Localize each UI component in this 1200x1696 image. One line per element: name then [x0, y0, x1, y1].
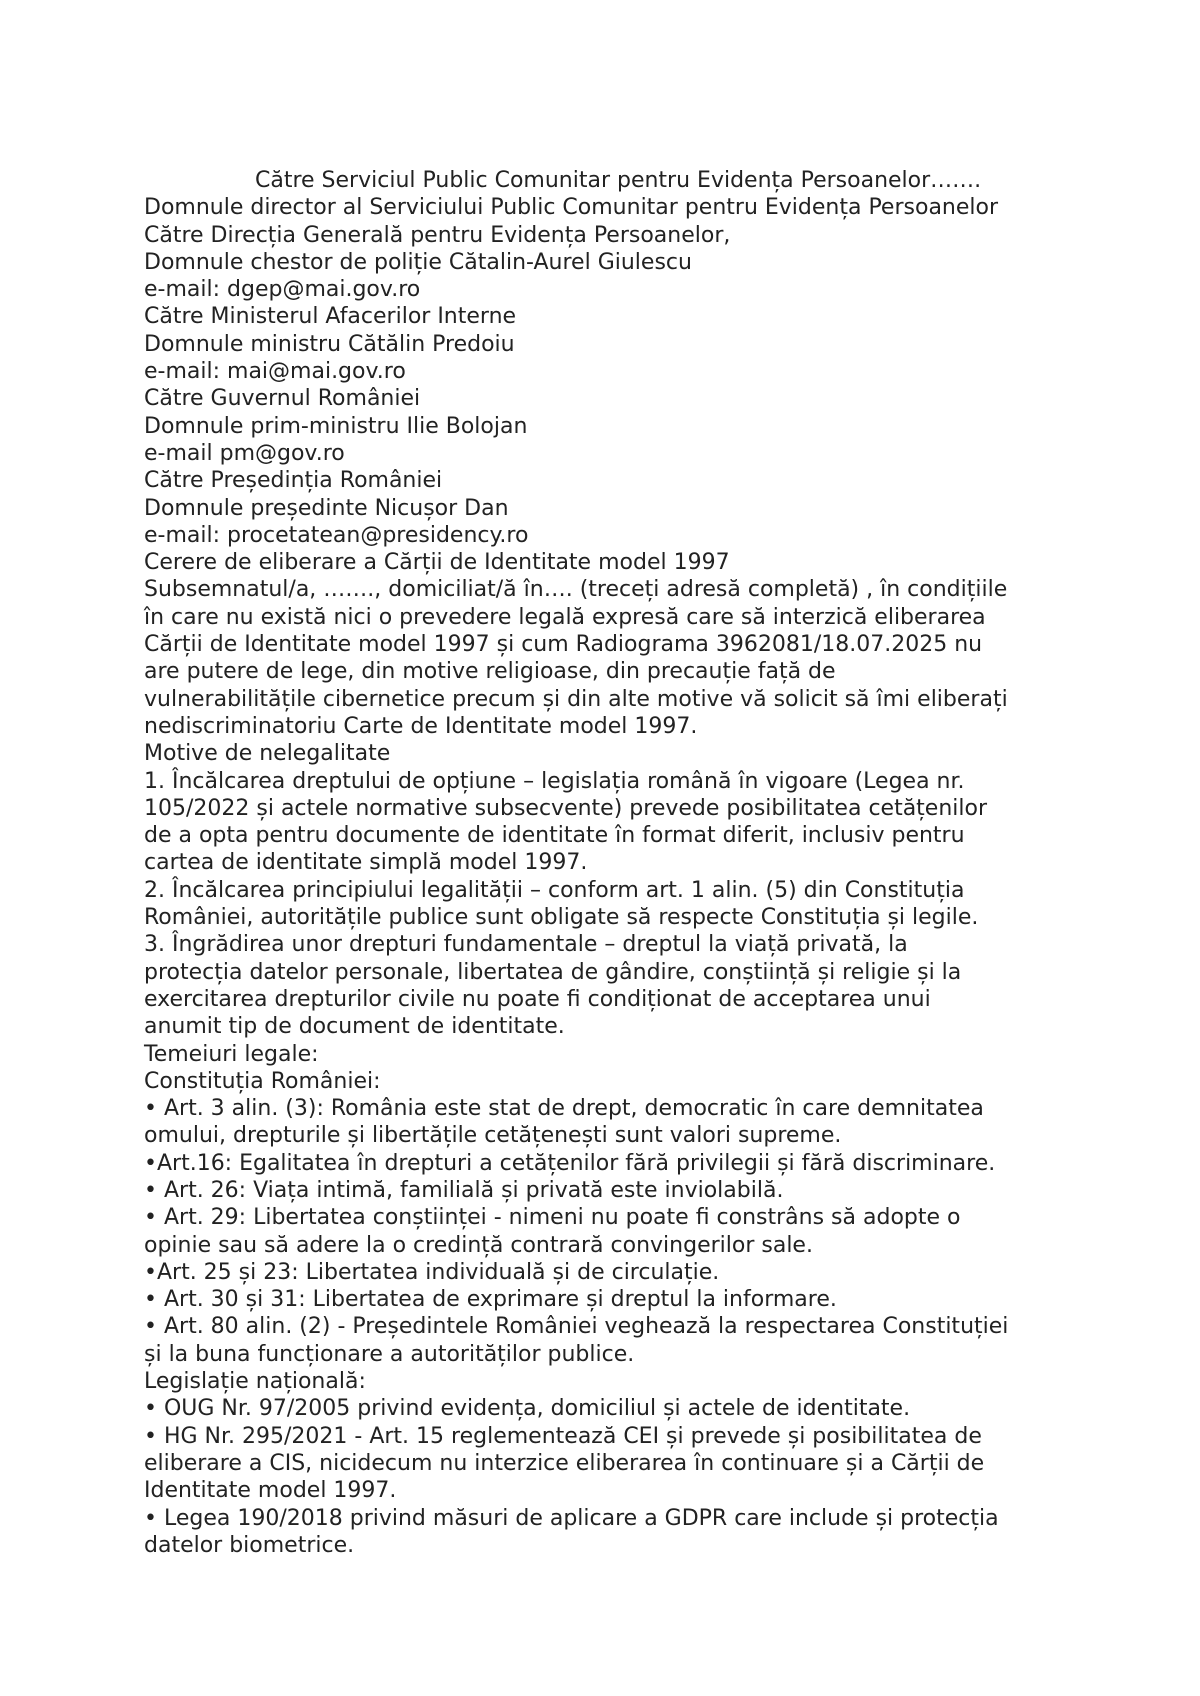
legislation-line: • OUG Nr. 97/2005 privind evidența, domiciliul și actele de identitate. — [144, 1396, 911, 1422]
legal-basis-line: omului, drepturile și libertățile cetățenești sunt valori supreme. — [144, 1123, 842, 1149]
reason-line: protecția datelor personale, libertatea de gândire, conștiință și religie și la — [144, 959, 962, 985]
request-body-line: Cărții de Identitate model 1997 și cum Radiograma 3962081/18.07.2025 nu — [144, 632, 983, 658]
legal-basis-line: •Art.16: Egalitatea în drepturi a cetățenilor fără privilegii și fără discriminare. — [144, 1150, 996, 1176]
request-body-line: vulnerabilitățile cibernetice precum și din alte motive vă solicit să îmi eliberați — [144, 686, 1008, 712]
addressee-line: Către Ministerul Afacerilor Interne — [144, 304, 517, 330]
email-line: e-mail pm@gov.ro — [144, 440, 345, 466]
subsection-heading: Legislație națională: — [144, 1369, 366, 1395]
addressee-line: Domnule director al Serviciului Public Comunitar pentru Evidența Persoanelor — [144, 195, 999, 221]
section-heading: Motive de nelegalitate — [144, 741, 391, 767]
addressee-line: Domnule ministru Cătălin Predoiu — [144, 331, 515, 357]
reason-line: 1. Încălcarea dreptului de opțiune – legislația română în vigoare (Legea nr. — [144, 768, 965, 794]
reason-line: 105/2022 și actele normative subsecvente) prevede posibilitatea cetățenilor — [144, 795, 988, 821]
email-line: e-mail: dgep@mai.gov.ro — [144, 277, 421, 303]
request-body-line: în care nu există nici o prevedere legală expresă care să interzică eliberarea — [144, 604, 986, 630]
legal-basis-line: opinie sau să adere la o credință contrară convingerilor sale. — [144, 1232, 813, 1258]
reason-line: 3. Îngrădirea unor drepturi fundamentale – dreptul la viață privată, la — [144, 932, 908, 958]
request-body-line: nediscriminatoriu Carte de Identitate model 1997. — [144, 713, 698, 739]
legislation-line: Identitate model 1997. — [144, 1478, 397, 1504]
legislation-line: • HG Nr. 295/2021 - Art. 15 reglementează CEI și prevede și posibilitatea de — [144, 1423, 982, 1449]
email-line: e-mail: procetatean@presidency.ro — [144, 522, 529, 548]
addressee-line: Domnule chestor de poliție Cătalin-Aurel Giulescu — [144, 249, 692, 275]
request-body-line: Subsemnatul/a, ……., domiciliat/ă în…. (treceți adresă completă) , în condițiile — [144, 577, 1008, 603]
reason-line: anumit tip de document de identitate. — [144, 1014, 565, 1040]
request-title: Cerere de eliberare a Cărții de Identitate model 1997 — [144, 550, 730, 576]
legal-basis-line: • Art. 26: Viața intimă, familială și privată este inviolabilă. — [144, 1177, 784, 1203]
legal-basis-line: • Art. 80 alin. (2) - Președintele României veghează la respectarea Constituției — [144, 1314, 1009, 1340]
reason-line: cartea de identitate simplă model 1997. — [144, 850, 588, 876]
addressee-line: Domnule președinte Nicușor Dan — [144, 495, 509, 521]
legal-basis-line: •Art. 25 și 23: Libertatea individuală și de circulație. — [144, 1259, 720, 1285]
document-body — [144, 167, 1084, 1559]
legislation-line: • Legea 190/2018 privind măsuri de aplicare a GDPR care include și protecția — [144, 1505, 999, 1531]
legal-basis-line: • Art. 29: Libertatea conștiinței - nimeni nu poate fi constrâns să adopte o — [144, 1205, 961, 1231]
reason-line: de a opta pentru documente de identitate în format diferit, inclusiv pentru — [144, 823, 965, 849]
legal-basis-line: și la buna funcționare a autorităților publice. — [144, 1341, 635, 1367]
addressee-line: Domnule prim-ministru Ilie Bolojan — [144, 413, 528, 439]
reason-line: exercitarea drepturilor civile nu poate fi condiționat de acceptarea unui — [144, 986, 931, 1012]
addressee-line: Către Guvernul României — [144, 386, 421, 412]
reason-line: 2. Încălcarea principiului legalității – conform art. 1 alin. (5) din Constituția — [144, 877, 965, 903]
legal-basis-line: • Art. 3 alin. (3): România este stat de drept, democratic în care demnitatea — [144, 1096, 984, 1122]
addressee-line: Către Serviciul Public Comunitar pentru Evidența Persoanelor……. — [255, 168, 982, 193]
request-body-line: are putere de lege, din motive religioase, din precauție față de — [144, 659, 836, 685]
reason-line: României, autoritățile publice sunt obligate să respecte Constituția și legile. — [144, 905, 979, 931]
legislation-line: eliberare a CIS, nicidecum nu interzice eliberarea în continuare și a Cărții de — [144, 1450, 985, 1476]
addressee-line: Către Președinția României — [144, 468, 443, 494]
legislation-line: datelor biometrice. — [144, 1532, 355, 1558]
legal-basis-line: • Art. 30 și 31: Libertatea de exprimare și dreptul la informare. — [144, 1287, 837, 1313]
subsection-heading: Constituția României: — [144, 1068, 381, 1094]
email-line: e-mail: mai@mai.gov.ro — [144, 359, 406, 385]
section-heading: Temeiuri legale: — [144, 1041, 319, 1067]
addressee-line: Către Direcția Generală pentru Evidența Persoanelor, — [144, 222, 731, 248]
